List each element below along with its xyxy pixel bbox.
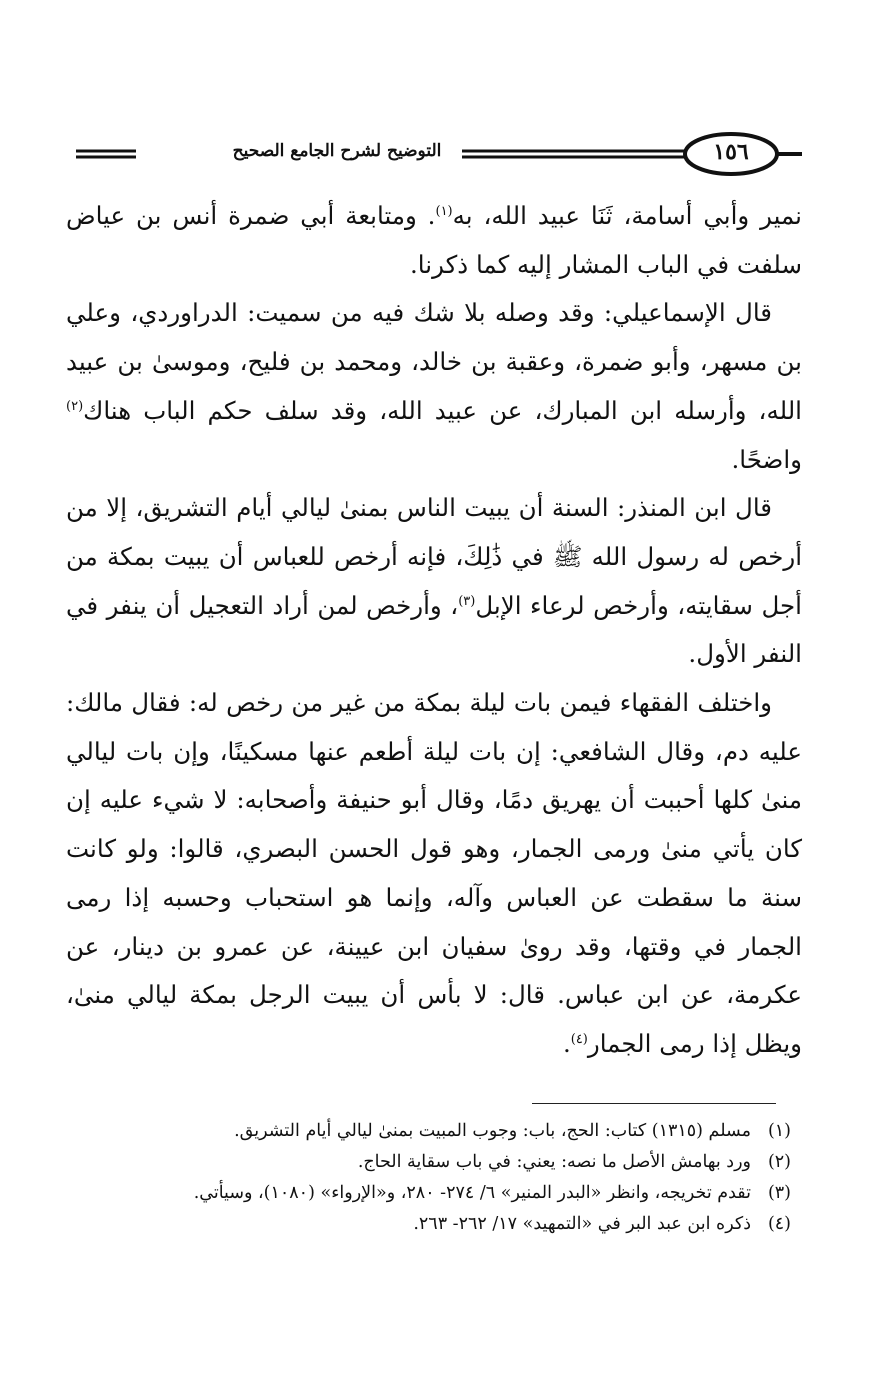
paragraph: واختلف الفقهاء فيمن بات ليلة بمكة من غير من رخص له: فقال مالك: عليه دم، وقال الشافعي: إن بات ليلة أطعم عنها مسكينًا، وإن بات ليالي منىٰ كلها أحببت أن يهريق دمًا، وقال أبو حنيفة وأصحابه: لا شيء عليه إن كان يأتي منىٰ ورمى الجمار، وهو قول الحسن البصري، قالوا: ولو كانت سنة ما سقطت عن العباس وآله، وإنما هو استحباب وحسبه إذا رمى الجمار في وقتها، وقد روىٰ سفيان ابن عيينة، عن عمرو بن دينار، عن عكرمة، عن ابن عباس. قال: لا بأس أن يبيت الرجل بمكة ليالي منىٰ، ويظل إذا رمى الجمار$^{(٤)}$. — [66, 688, 802, 1058]
footnote-ref: (٤) — [570, 1031, 588, 1047]
footnotes — [66, 1116, 791, 1240]
page-header — [66, 132, 802, 176]
running-title: التوضيح لشرح الجامع الصحيح — [212, 140, 462, 162]
footnote-text: ورد بهامش الأصل ما نصه: يعني: في باب سقاية الحاج. — [357, 1152, 751, 1172]
footnote — [66, 1116, 791, 1147]
footnote — [66, 1209, 791, 1240]
footnote — [66, 1178, 791, 1209]
footnote — [66, 1147, 791, 1178]
footnote-number: (٤) — [767, 1214, 791, 1234]
footnote-text: مسلم (١٣١٥) كتاب: الحج، باب: وجوب المبيت بمنىٰ ليالي أيام التشريق. — [234, 1121, 751, 1141]
paragraph: قال الإسماعيلي: وقد وصله بلا شك فيه من سميت: الدراوردي، وعلي بن مسهر، وأبو ضمرة، وعقبة بن خالد، ومحمد بن فليح، وموسىٰ بن عبيد الله، وأرسله ابن المبارك، عن عبيد الله، وقد سلف حكم الباب هناك$^{(٢)}$ واضحًا. — [66, 298, 802, 474]
footnote-divider — [532, 1103, 776, 1104]
footnote-ref: (١) — [435, 203, 453, 219]
footnote-number: (٣) — [767, 1183, 791, 1203]
footnote-number: (٢) — [767, 1152, 791, 1172]
paragraph: قال ابن المنذر: السنة أن يبيت الناس بمنىٰ ليالي أيام التشريق، إلا من أرخص له رسول الله ﷺ في ذَٰلِكَ، فإنه أرخص للعباس أن يبيت بمكة من أجل سقايته، وأرخص لرعاء الإبل$^{(٣)}$، وأرخص لمن أراد التعجيل أن ينفر في النفر الأول. — [66, 493, 802, 669]
footnote-number: (١) — [767, 1121, 791, 1141]
footnote-text: ذكره ابن عبد البر في «التمهيد» ١٧/ ٢٦٢- ٢٦٣. — [413, 1214, 751, 1234]
main-text — [66, 192, 802, 1069]
paragraph: نمير وأبي أسامة، ثَنَا عبيد الله، به$^{(١)}$. ومتابعة أبي ضمرة أنس بن عياض سلفت في الباب المشار إليه كما ذكرنا. — [66, 201, 802, 279]
footnote-ref: (٣) — [458, 593, 476, 609]
page-number: ١٥٦ — [713, 139, 749, 165]
footnote-text: تقدم تخريجه، وانظر «البدر المنير» ٦/ ٢٧٤- ٢٨٠، و«الإرواء» (١٠٨٠)، وسيأتي. — [193, 1183, 751, 1203]
footnote-ref: (٢) — [66, 398, 84, 414]
